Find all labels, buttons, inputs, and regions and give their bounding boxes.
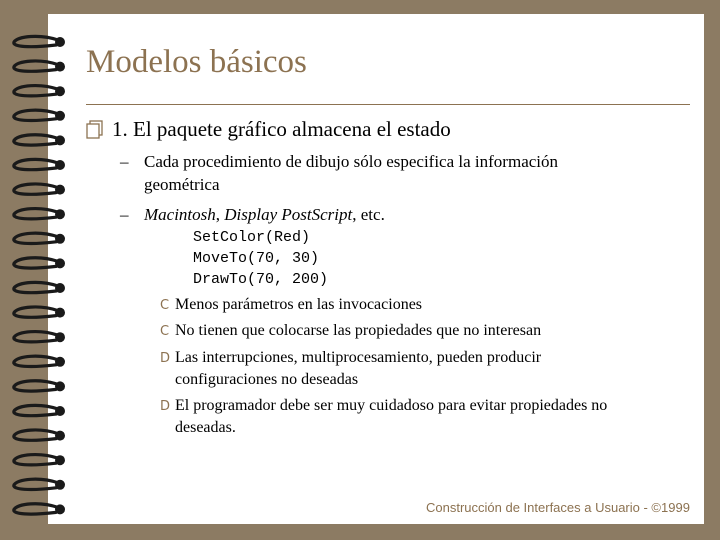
binding-ring xyxy=(14,36,65,47)
binding-ring xyxy=(14,233,65,244)
list-item-text: No tienen que colocarse las propiedades que no interesan xyxy=(175,322,542,339)
sub-bullet-2-sep: , xyxy=(215,205,225,224)
bullet-point-1 xyxy=(86,117,451,142)
binding-ring xyxy=(14,258,65,269)
slide-page xyxy=(48,14,704,524)
binding-ring xyxy=(14,381,65,392)
sub-bullet-2-dash: – xyxy=(120,205,129,224)
binding-ring xyxy=(14,455,65,466)
binding-ring xyxy=(14,479,65,490)
sub-bullet-2-italic-2: Display PostScript xyxy=(224,205,353,224)
list-item xyxy=(160,320,680,342)
binding-ring xyxy=(14,332,65,343)
list-item-text-cont: deseadas. xyxy=(175,419,236,436)
cross-mark-icon: D xyxy=(160,351,171,366)
code-line: DrawTo(70, 200) xyxy=(193,271,329,288)
sub-bullet-1-line2: geométrica xyxy=(144,175,220,194)
sub-bullet-1-line1: Cada procedimiento de dibujo sólo especifica la información xyxy=(144,152,559,171)
binding-ring xyxy=(14,110,65,121)
binding-ring xyxy=(14,307,65,318)
slide-footer: Construcción de Interfaces a Usuario - ©1999 xyxy=(426,500,690,515)
title-divider xyxy=(86,104,690,105)
list-item-text-cont: configuraciones no deseadas xyxy=(175,371,359,388)
binding-ring xyxy=(14,504,65,515)
binding-ring xyxy=(14,135,65,146)
sub-bullet-1-dash: – xyxy=(120,152,129,171)
binding-ring xyxy=(14,209,65,220)
sub-bullet-2-tail: , etc. xyxy=(352,205,385,224)
check-mark-icon: C xyxy=(160,324,170,339)
list-item xyxy=(160,395,680,438)
spiral-binding xyxy=(0,0,80,540)
binding-ring xyxy=(14,405,65,416)
slide-title: Modelos básicos xyxy=(86,44,307,80)
binding-ring xyxy=(14,282,65,293)
sub-bullet-1 xyxy=(120,150,558,196)
code-block xyxy=(193,227,328,290)
check-mark-icon: C xyxy=(160,298,170,313)
code-line: MoveTo(70, 30) xyxy=(193,250,320,267)
sub-bullet-2-italic-1: Macintosh xyxy=(144,205,216,224)
binding-ring xyxy=(14,159,65,170)
list-item xyxy=(160,294,680,316)
binding-ring xyxy=(14,430,65,441)
list-item-text: El programador debe ser muy cuidadoso para evitar propiedades no xyxy=(175,397,608,414)
sub-bullet-2 xyxy=(120,203,385,226)
binding-ring xyxy=(14,61,65,72)
page-bullet-icon xyxy=(86,120,104,140)
binding-ring xyxy=(14,356,65,367)
code-line: SetColor(Red) xyxy=(193,229,311,246)
list-item-text: Menos parámetros en las invocaciones xyxy=(175,296,423,313)
cross-mark-icon: D xyxy=(160,399,171,414)
list-item xyxy=(160,347,680,390)
binding-ring xyxy=(14,184,65,195)
bullet-point-1-text: 1. El paquete gráfico almacena el estado xyxy=(112,117,451,141)
binding-ring xyxy=(14,86,65,97)
list-item-text: Las interrupciones, multiprocesamiento, pueden producir xyxy=(175,349,542,366)
